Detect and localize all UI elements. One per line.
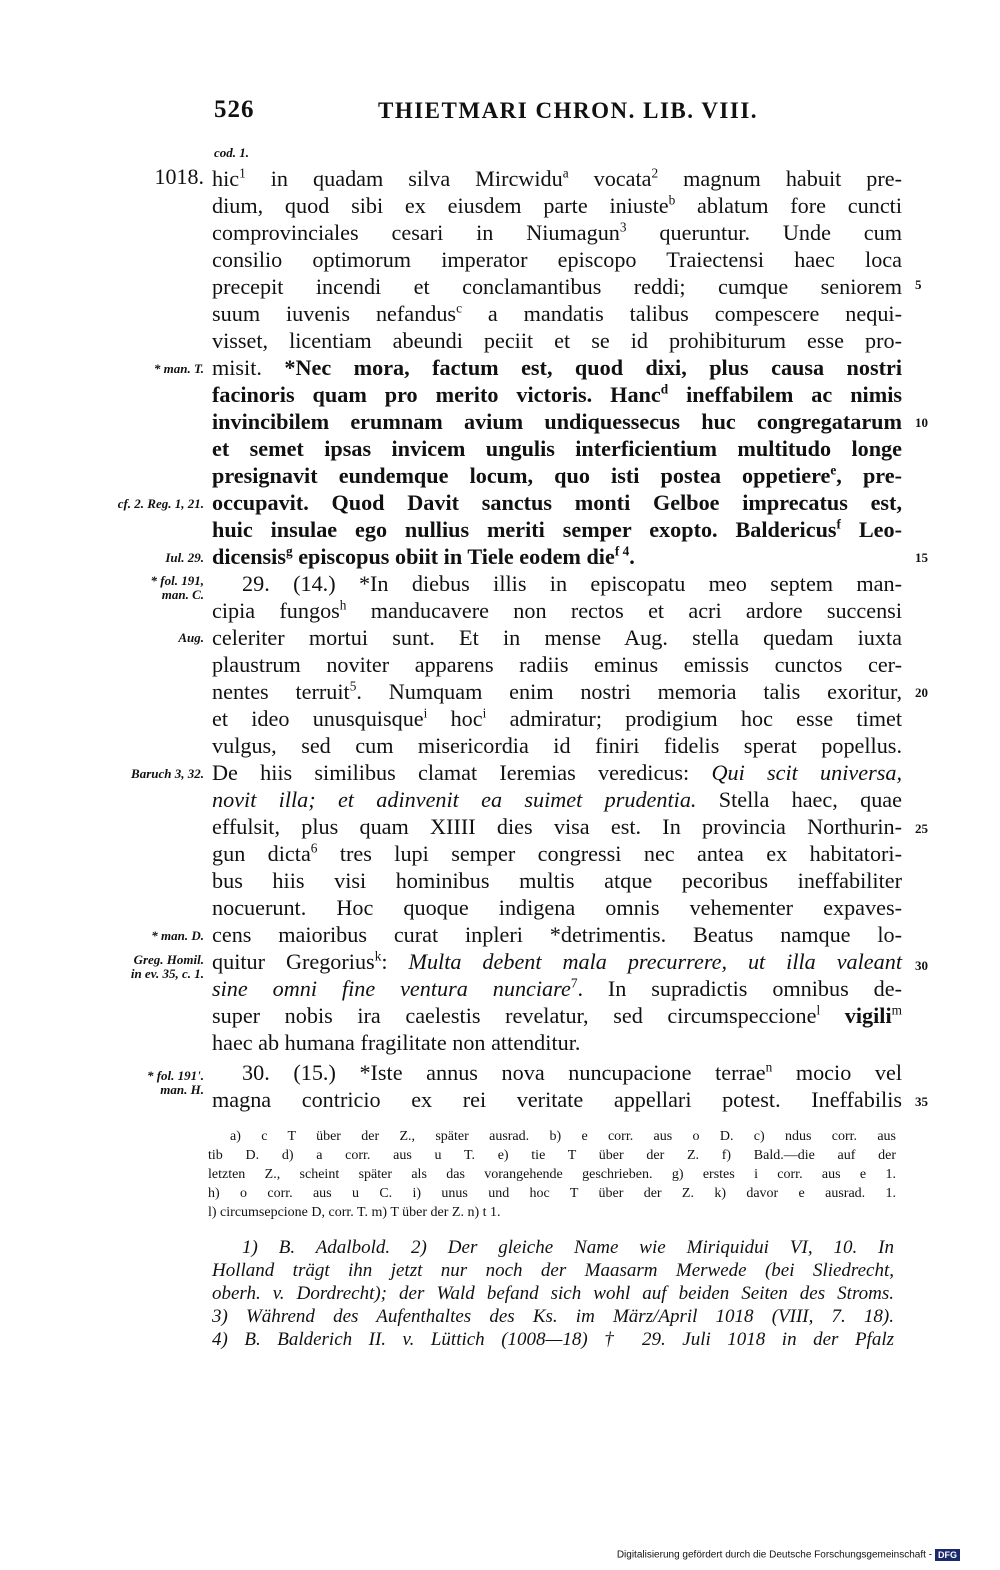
line-number: 5	[915, 277, 922, 292]
footnote-line: oberh. v. Dordrecht); der Wald befand sich wohl auf beiden Seiten des Stroms.	[212, 1283, 894, 1304]
page-number: 526	[214, 96, 255, 123]
variant-line: a) c T über der Z., später ausrad. b) e corr. aus o D. c) ndus corr. aus	[230, 1129, 896, 1144]
text-line: De hiis similibus clamat Ieremias veredicus: Qui scit universa,	[212, 760, 902, 785]
line-number: 15	[915, 550, 928, 565]
text-line: comprovinciales cesari in Niumagun$^3$ queruntur. Unde cum	[212, 219, 903, 245]
text-line: magna contricio ex rei veritate appellari potest. Ineffabilis	[212, 1087, 902, 1112]
page-header	[0, 96, 1000, 136]
margin-note-fol191v: * fol. 191'.	[146, 1068, 204, 1083]
line-number: 20	[915, 685, 928, 700]
variant-line: h) o corr. aus u C. i) unus und hoc T über der Z. k) davor e ausrad. 1.	[208, 1186, 896, 1201]
text-line: precepit incendi et conclamantibus reddi; cumque seniorem	[212, 274, 902, 299]
line-number: 10	[915, 415, 928, 430]
text-line: 29. (14.) *In diebus illis in episcopatu meo septem man-	[242, 571, 902, 596]
margin-note-greg-homil: Greg. Homil.	[133, 952, 204, 967]
text-line: huic insulae ego nullius meriti semper exopto. Baldericus$^f$ Leo-	[212, 516, 902, 542]
text-line: consilio optimorum imperator episcopo Traiectensi haec loca	[212, 247, 902, 272]
text-line: suum iuvenis nefandus$^c$ a mandatis talibus compescere nequi-	[212, 300, 902, 326]
text-line: super nobis ira caelestis revelatur, sed circumspeccione$^l$ vigili$^m$	[212, 1002, 902, 1028]
margin-note-iul: Iul. 29.	[165, 550, 204, 565]
margin-note-baruch: Baruch 3, 32.	[131, 766, 204, 781]
margin-note-man-t: * man. T.	[153, 361, 204, 376]
text-line: et semet ipsas invicem ungulis interficientium multitudo longe	[212, 436, 902, 461]
text-line: 30. (15.) *Iste annus nova nuncupacione terrae$^n$ mocio vel	[242, 1059, 902, 1085]
margin-note-man-h: man. H.	[160, 1082, 204, 1097]
margin-note-fol191: * fol. 191,	[150, 573, 204, 588]
text-line: nentes terruit$^5$. Numquam enim nostri memoria talis exoritur,	[212, 678, 902, 704]
text-line: hic$^1$ in quadam silva Mircwidu$^a$ vocata$^2$ magnum habuit pre-	[212, 165, 902, 191]
text-line: cens maioribus curat inpleri *detrimentis. Beatus namque lo-	[212, 922, 902, 947]
text-line: quitur Gregorius$^k$: Multa debent mala precurrere, ut illa valeant	[212, 948, 903, 974]
text-line: effulsit, plus quam XIIII dies visa est. In provincia Northurin-	[212, 814, 902, 839]
margin-note-cf-reg: cf. 2. Reg. 1, 21.	[117, 496, 204, 511]
text-line: vulgus, sed cum misericordia id finiri fidelis sperat popellus.	[212, 733, 902, 758]
text-line: misit. *Nec mora, factum est, quod dixi, plus causa nostri	[212, 355, 903, 380]
text-line: novit illa; et adinvenit ea suimet prudentia. Stella haec, quae	[212, 787, 902, 812]
variant-line: tib D. d) a corr. aus u T. e) tie T über der Z. f) Bald.—die auf der	[208, 1148, 896, 1163]
text-line: facinoris quam pro merito victoris. Hanc$^d$ ineffabilem ac nimis	[212, 381, 903, 407]
text-line: gun dicta$^6$ tres lupi semper congressi nec antea ex habitatori-	[212, 840, 902, 866]
text-line: celeriter mortui sunt. Et in mense Aug. stella quedam iuxta	[212, 625, 902, 650]
text-line: dicensis$^g$ episcopus obiit in Tiele eodem die$^{f 4}$.	[212, 543, 635, 569]
line-number: 35	[915, 1094, 928, 1109]
codex-label: cod. 1.	[214, 145, 250, 160]
text-line: nocuerunt. Hoc quoque indigena omnis vehementer expaves-	[212, 895, 902, 920]
margin-note-greg-ev: in ev. 35, c. 1.	[130, 966, 204, 981]
text-line: presignavit eundemque locum, quo isti postea oppetiere$^e$, pre-	[212, 462, 902, 488]
line-number: 30	[915, 958, 928, 973]
running-title: THIETMARI CHRON. LIB. VIII.	[378, 98, 759, 123]
footnote-line: 4) B. Balderich II. v. Lüttich (1008—18) † 29. Juli 1018 in der Pfalz	[212, 1329, 894, 1350]
text-line: occupavit. Quod Davit sanctus monti Gelboe imprecatus est,	[212, 490, 902, 515]
footnote-line: Holland trägt ihn jetzt nur noch der Maasarm Merwede (bei Sliedrecht,	[212, 1260, 894, 1281]
digitization-credit	[617, 1549, 960, 1561]
margin-year: 1018.	[154, 164, 204, 189]
credit-text: Digitalisierung gefördert durch die Deutsche Forschungsgemeinschaft -	[616, 1549, 932, 1561]
line-number: 25	[915, 821, 928, 836]
text-line: et ideo unusquisque$^i$ hoc$^i$ admiratur; prodigium hoc esse timet	[212, 705, 902, 731]
text-line: sine omni fine ventura nunciare$^7$. In supradictis omnibus de-	[212, 975, 902, 1001]
dfg-logo: DFG	[935, 1549, 960, 1561]
text-line: cipia fungos$^h$ manducavere non rectos et acri ardore succensi	[212, 597, 902, 623]
text-line: bus hiis visi hominibus multis atque pecoribus ineffabiliter	[212, 868, 902, 893]
text-line: invincibilem erumnam avium undiquessecus huc congregatarum	[212, 409, 902, 434]
text-line: haec ab humana fragilitate non attenditur.	[212, 1030, 581, 1055]
text-line: visset, licentiam abeundi peciit et se id prohibiturum esse pro-	[212, 328, 902, 353]
footnote-line: 1) B. Adalbold. 2) Der gleiche Name wie Miriquidui VI, 10. In	[242, 1237, 894, 1258]
variant-line: letzten Z., scheint später als das vorangehende geschrieben. g) erstes i corr. aus e 1.	[208, 1167, 896, 1182]
text-line: dium, quod sibi ex eiusdem parte iniuste$^b$ ablatum fore cuncti	[212, 192, 903, 218]
margin-note-aug: Aug.	[178, 630, 204, 645]
footnote-line: 3) Während des Aufenthaltes des Ks. im März/April 1018 (VIII, 7. 18).	[212, 1306, 894, 1327]
margin-note-man-d: * man. D.	[151, 928, 204, 943]
margin-note-man-c: man. C.	[161, 587, 204, 602]
text-line: plaustrum noviter apparens radiis eminus emissis cunctos cer-	[212, 652, 902, 677]
variant-line: l) circumsepcione D, corr. T. m) T über der Z. n) t 1.	[208, 1205, 501, 1220]
